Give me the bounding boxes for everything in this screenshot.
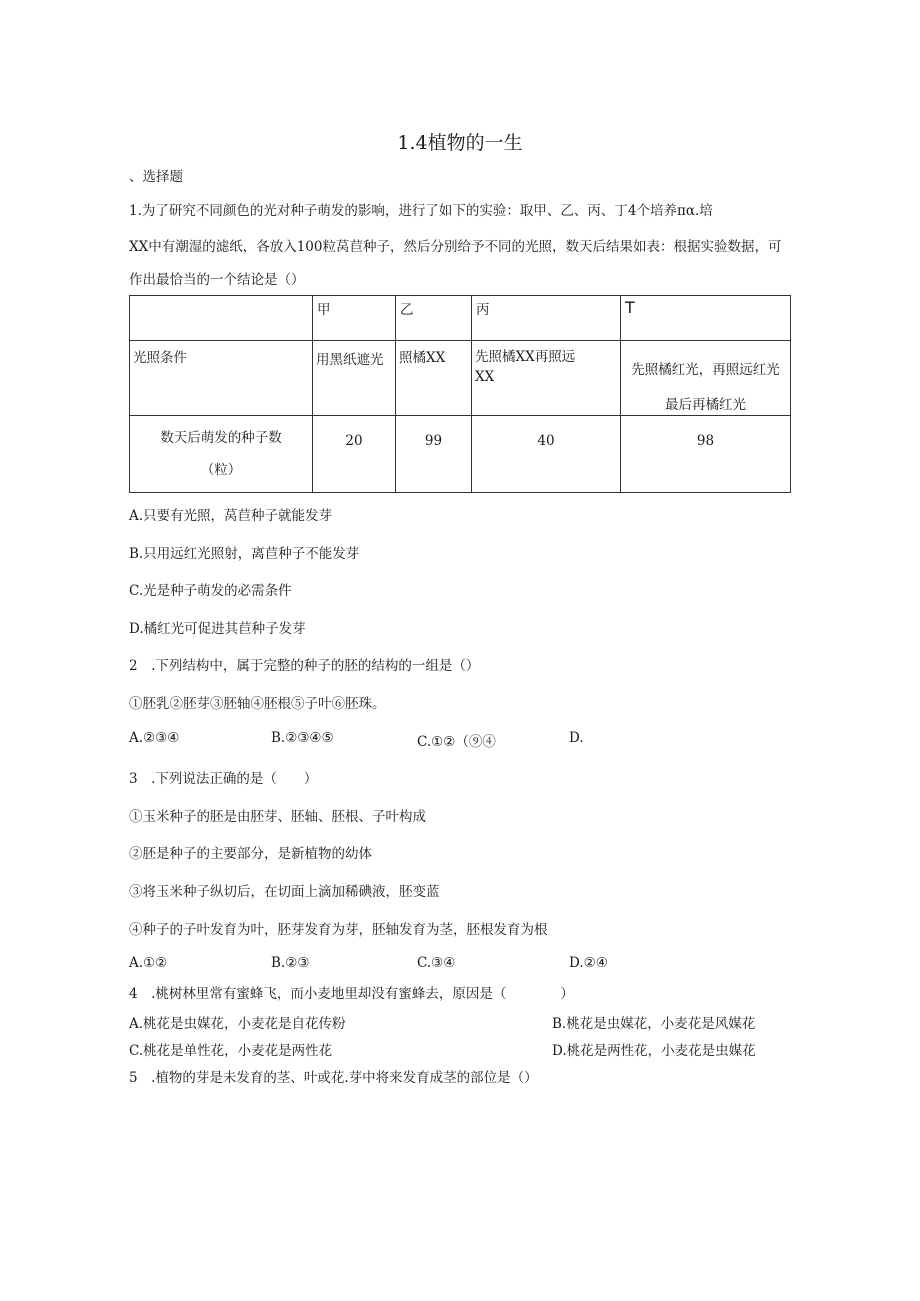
table-cell-value: 99 — [424, 433, 443, 449]
q3-item-3: ③将玉米种子纵切后，在切面上滴加稀碘液，胚变蓝 — [129, 884, 440, 900]
q1-option-c: C.光是种子萌发的必需条件 — [129, 583, 292, 599]
table-cell-value: 98 — [696, 433, 715, 449]
q2-option-a: A.②③④ — [129, 730, 180, 746]
table-header-cell: 丙 — [472, 296, 621, 341]
table-cell — [621, 416, 791, 493]
q3-option-d: D.②④ — [569, 955, 608, 971]
table-cell — [130, 296, 313, 341]
table-header-row — [130, 296, 791, 341]
q3-item-2: ②胚是种子的主要部分，是新植物的幼体 — [129, 846, 372, 862]
q1-option-a: A.只要有光照，莴苣种子就能发芽 — [129, 508, 333, 524]
table-cell-text: 照橘XX — [399, 350, 446, 366]
table-cell — [396, 416, 472, 493]
q1-stem-line-3: 作出最恰当的一个结论是（） — [129, 272, 305, 288]
q1-stem-line-1: 1.为了研究不同颜色的光对种子萌发的影响，进行了如下的实验：取甲、乙、丙、丁4个培养πα.培 — [129, 203, 713, 219]
table-header-cell: 甲 — [313, 296, 396, 341]
light-condition-label: 光照条件 — [133, 350, 187, 366]
q5-stem: 5 .植物的芽是未发育的茎、叶或花.芽中将来发育成茎的部位是（） — [129, 1070, 538, 1086]
q3-item-1: ①玉米种子的胚是由胚芽、胚轴、胚根、子叶构成 — [129, 809, 426, 825]
table-cell-value: 20 — [345, 433, 363, 449]
q4-option-b: B.桃花是虫媒花，小麦花是风媒花 — [552, 1016, 756, 1032]
table-cell-text: 最后再橘红光 — [665, 397, 746, 413]
q4-stem: 4 .桃树林里常有蜜蜂飞，而小麦地里却没有蜜蜂去，原因是（ ） — [129, 986, 574, 1002]
table-row-label — [130, 416, 313, 493]
table-cell — [313, 341, 396, 416]
germination-label: 数天后萌发的种子数 — [160, 430, 282, 446]
page-title: 1.4植物的一生 — [397, 132, 523, 154]
table-row — [130, 416, 791, 493]
table-row-label — [130, 341, 313, 416]
table-cell-text: 用黑纸遮光 — [316, 352, 384, 368]
table-cell — [396, 341, 472, 416]
table-cell — [313, 416, 396, 493]
q4-option-c: C.桃花是单性花，小麦花是两性花 — [129, 1043, 333, 1059]
q4-option-a: A.桃花是虫媒花，小麦花是自花传粉 — [129, 1016, 346, 1032]
q2-option-b: B.②③④⑤ — [271, 730, 334, 746]
q3-option-a: A.①② — [129, 955, 168, 971]
section-heading: 、选择题 — [129, 169, 183, 185]
table-header-cell: 乙 — [396, 296, 472, 341]
table-cell-text: 先照橘红光，再照远红光 — [631, 362, 780, 378]
table-cell-text: 先照橘XX再照远 — [475, 349, 576, 365]
table-row — [130, 341, 791, 416]
table-cell — [621, 341, 791, 416]
q1-option-d: D.橘红光可促进其苣种子发芽 — [129, 621, 306, 637]
q4-option-d: D.桃花是两性花，小麦花是虫媒花 — [552, 1043, 756, 1059]
table-cell-text: XX — [475, 369, 495, 385]
germination-unit: （粒） — [200, 462, 242, 478]
table-header-cell: T — [621, 296, 791, 341]
q3-stem: 3 .下列说法正确的是（ ） — [129, 771, 318, 787]
table-cell-value: 40 — [537, 433, 555, 449]
table-cell — [472, 341, 621, 416]
table-cell — [472, 416, 621, 493]
q2-option-d: D. — [569, 730, 584, 746]
q3-option-b: B.②③ — [271, 955, 310, 971]
q2-option-c: C.①②（⑨④ — [417, 734, 496, 750]
q2-items: ①胚乳②胚芽③胚轴④胚根⑤子叶⑥胚珠。 — [129, 696, 386, 712]
q3-option-c: C.③④ — [417, 955, 456, 971]
q2-stem: 2 .下列结构中，属于完整的种子的胚的结构的一组是（） — [129, 658, 480, 674]
q1-stem-line-2: XX中有潮湿的滤纸，各放入100粒莴苣种子，然后分别给予不同的光照，数天后结果如表：根据实验数据，可 — [129, 239, 782, 255]
q1-option-b: B.只用远红光照射，离苣种子不能发芽 — [129, 546, 360, 562]
q3-item-4: ④种子的子叶发育为叶，胚芽发育为芽，胚轴发育为茎，胚根发育为根 — [129, 922, 548, 938]
experiment-table — [129, 295, 791, 493]
